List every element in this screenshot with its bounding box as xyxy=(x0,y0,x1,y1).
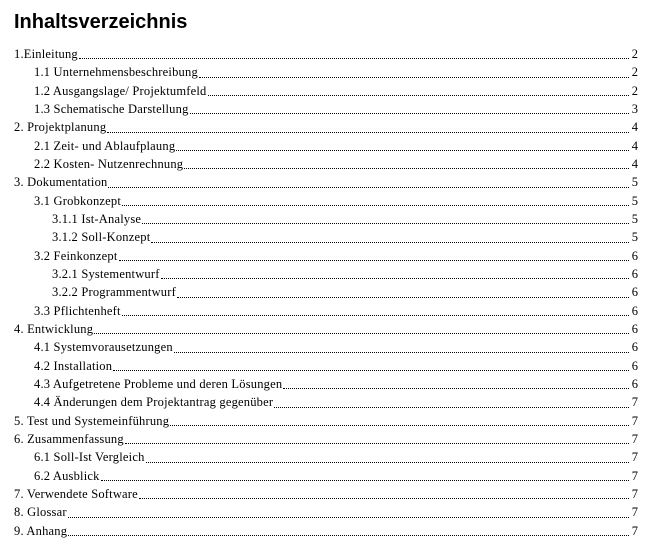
toc-page-number: 7 xyxy=(631,413,638,428)
dot-leader xyxy=(107,118,629,136)
dot-leader xyxy=(122,302,629,320)
toc-entry-text: 4.2 Installation xyxy=(34,358,113,373)
toc-entry[interactable] xyxy=(14,503,638,521)
toc-entry-text: 6.1 Soll-Ist Vergleich xyxy=(34,450,145,465)
dot-leader xyxy=(274,393,629,411)
toc-page-number: 7 xyxy=(631,523,638,538)
dot-leader xyxy=(113,357,629,375)
dot-leader xyxy=(170,412,629,430)
dot-leader xyxy=(199,63,629,81)
toc-entry-text: 3.2.2 Programmentwurf xyxy=(52,285,176,300)
dot-leader xyxy=(146,448,629,466)
toc-entry-text: 9. Anhang xyxy=(14,523,68,538)
toc-entry-text: 2.2 Kosten- Nutzenrechnung xyxy=(34,156,184,171)
toc-page-number: 7 xyxy=(631,395,638,410)
toc-page-number: 3 xyxy=(631,101,638,116)
toc-page-number: 6 xyxy=(631,376,638,391)
toc-page-number: 4 xyxy=(631,120,638,135)
toc-page-number: 6 xyxy=(631,340,638,355)
toc-entry[interactable] xyxy=(14,467,638,485)
toc-page-number: 2 xyxy=(631,47,638,61)
toc-entry[interactable] xyxy=(14,137,638,155)
toc-page-number: 5 xyxy=(631,230,638,245)
toc-page-number: 6 xyxy=(631,285,638,300)
toc-entry-text: 3.2.1 Systementwurf xyxy=(52,266,160,281)
toc-entry[interactable] xyxy=(14,155,638,173)
toc-entry-text: 1.1 Unternehmensbeschreibung xyxy=(34,65,198,80)
dot-leader xyxy=(101,467,629,485)
toc-entry[interactable] xyxy=(14,63,638,81)
toc-entry[interactable] xyxy=(14,430,638,448)
toc-page-number: 5 xyxy=(631,211,638,226)
toc-entry[interactable] xyxy=(14,375,638,393)
toc-entry-text: 2.1 Zeit- und Ablaufplaung xyxy=(34,138,176,153)
toc-page-number: 7 xyxy=(631,431,638,446)
dot-leader xyxy=(283,375,629,393)
toc-entry[interactable] xyxy=(14,173,638,191)
toc-entry[interactable] xyxy=(14,302,638,320)
toc-page-number: 4 xyxy=(631,138,638,153)
toc-page-number: 6 xyxy=(631,266,638,281)
toc-list xyxy=(14,45,638,540)
toc-entry[interactable] xyxy=(14,82,638,100)
toc-entry[interactable] xyxy=(14,522,638,540)
toc-entry-text: 4.3 Aufgetretene Probleme und deren Lösungen xyxy=(34,376,283,391)
toc-page-number: 4 xyxy=(631,156,638,171)
toc-page-number: 7 xyxy=(631,450,638,465)
toc-entry-text: 3.3 Pflichtenheft xyxy=(34,303,121,318)
toc-heading: Inhaltsverzeichnis xyxy=(14,11,188,33)
dot-leader xyxy=(151,228,629,246)
toc-entry[interactable] xyxy=(14,265,638,283)
toc-entry-text: 3. Dokumentation xyxy=(14,175,108,190)
toc-entry[interactable] xyxy=(14,448,638,466)
toc-entry-text: 5. Test und Systemeinführung xyxy=(14,413,170,428)
toc-entry-text: 3.2 Feinkonzept xyxy=(34,248,118,263)
dot-leader xyxy=(177,283,629,301)
toc-page-number: 5 xyxy=(631,175,638,190)
toc-entry[interactable] xyxy=(14,247,638,265)
toc-entry[interactable] xyxy=(14,357,638,375)
dot-leader xyxy=(119,247,629,265)
toc-entry-text: 6. Zusammenfassung xyxy=(14,431,124,446)
toc-entry[interactable] xyxy=(14,338,638,356)
dot-leader xyxy=(108,173,629,191)
dot-leader xyxy=(190,100,629,118)
toc-page-number: 2 xyxy=(631,83,638,98)
toc-entry-text: 4.1 Systemvorausetzungen xyxy=(34,340,173,355)
toc-entry-text: 1.3 Schematische Darstellung xyxy=(34,101,189,116)
toc-entry-text: 6.2 Ausblick xyxy=(34,468,100,483)
toc-page-number: 6 xyxy=(631,248,638,263)
toc-entry[interactable] xyxy=(14,45,638,63)
dot-leader xyxy=(176,137,629,155)
toc-entry-text: 4.4 Änderungen dem Projektantrag gegenüber xyxy=(34,395,274,410)
toc-entry-text: 1.2 Ausgangslage/ Projektumfeld xyxy=(34,83,207,98)
toc-entry-text: 3.1 Grobkonzept xyxy=(34,193,122,208)
dot-leader xyxy=(139,485,629,503)
dot-leader xyxy=(94,320,629,338)
dot-leader xyxy=(122,192,629,210)
toc-entry[interactable] xyxy=(14,412,638,430)
toc-entry[interactable] xyxy=(14,118,638,136)
toc-entry-text: 7. Verwendete Software xyxy=(14,486,138,501)
toc-entry[interactable] xyxy=(14,320,638,338)
dot-leader xyxy=(208,82,630,100)
toc-page-number: 6 xyxy=(631,358,638,373)
dot-leader xyxy=(184,155,629,173)
toc-page-number: 7 xyxy=(631,486,638,501)
toc-entry[interactable] xyxy=(14,100,638,118)
toc-page-number: 2 xyxy=(631,65,638,80)
toc-entry[interactable] xyxy=(14,393,638,411)
dot-leader xyxy=(125,430,629,448)
toc-entry-text: 1.Einleitung xyxy=(14,47,78,61)
dot-leader xyxy=(79,45,629,63)
toc-entry-text: 2. Projektplanung xyxy=(14,120,107,135)
toc-entry-text: 4. Entwicklung xyxy=(14,321,94,336)
dot-leader xyxy=(142,210,629,228)
toc-entry[interactable] xyxy=(14,192,638,210)
toc-page-number: 7 xyxy=(631,505,638,520)
toc-entry[interactable] xyxy=(14,210,638,228)
toc-page-number: 5 xyxy=(631,193,638,208)
toc-page-number: 7 xyxy=(631,468,638,483)
toc-entry-text: 3.1.1 Ist-Analyse xyxy=(52,211,142,226)
dot-leader xyxy=(68,522,629,540)
toc-entry-text: 3.1.2 Soll-Konzept xyxy=(52,230,151,245)
toc-entry[interactable] xyxy=(14,283,638,301)
toc-entry[interactable] xyxy=(14,485,638,503)
dot-leader xyxy=(174,338,629,356)
toc-page-number: 6 xyxy=(631,321,638,336)
toc-entry[interactable] xyxy=(14,228,638,246)
dot-leader xyxy=(68,503,629,521)
toc-entry-text: 8. Glossar xyxy=(14,505,67,520)
toc-page-number: 6 xyxy=(631,303,638,318)
dot-leader xyxy=(161,265,629,283)
